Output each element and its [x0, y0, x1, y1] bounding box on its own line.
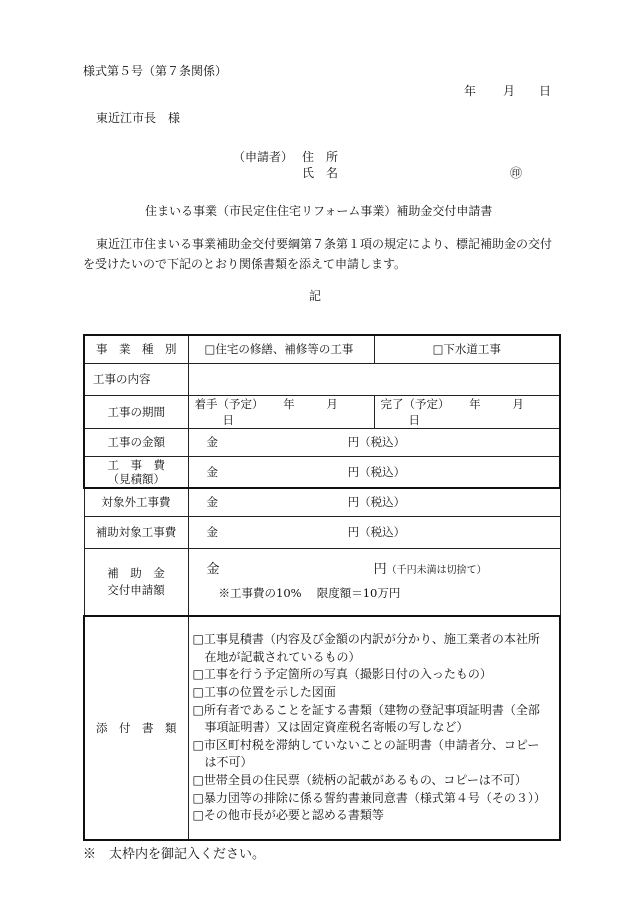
row-excluded	[84, 488, 560, 516]
amount-field[interactable]	[188, 428, 560, 456]
excluded-kin: 金	[206, 495, 218, 510]
estimate-label-line2: （見積額）	[107, 471, 165, 486]
application-form-table	[83, 334, 561, 841]
subsidy-field	[188, 548, 560, 616]
start-year: 年	[283, 396, 295, 411]
attachment-item-estimate-cont: 在地が記載されているもの）	[204, 649, 361, 664]
option-sewer-checkbox[interactable]: □下水道工事	[374, 335, 560, 363]
name-label: 氏 名	[302, 166, 339, 180]
attachments-label: 添 付 書 類	[84, 616, 188, 840]
attachment-item-ownership[interactable]: □所有者であることを証する書類（建物の登記事項証明書（全部	[192, 702, 540, 717]
attachment-item-tax-cont: は不可）	[204, 755, 253, 770]
row-content	[84, 363, 560, 395]
ki-heading: 記	[309, 289, 322, 303]
form-number: 様式第５号（第７条関係）	[83, 64, 228, 78]
attachments-list	[193, 625, 554, 831]
amount-label: 工事の金額	[84, 428, 188, 456]
excluded-field	[188, 488, 560, 516]
row-subsidy	[84, 548, 560, 616]
estimate-label-line1: 工 事 費	[107, 457, 165, 472]
subsidy-label	[84, 548, 188, 616]
option-house-repair-checkbox[interactable]: □住宅の修繕、補修等の工事	[188, 335, 374, 363]
date-month: 月	[503, 84, 516, 98]
period-start-field[interactable]	[188, 395, 374, 428]
attachment-item-other[interactable]: □その他市長が必要と認める書類等	[192, 808, 384, 823]
applicant-role: （申請者）	[233, 150, 294, 164]
content-label-text: 工事の内容	[93, 372, 151, 386]
excluded-yen: 円（税込）	[347, 495, 406, 510]
attachments-list-cell	[188, 616, 560, 840]
attachment-item-ownership-cont: 事項証明書）又は固定資産税名寄帳の写しなど）	[204, 720, 469, 735]
eligible-label: 補助対象工事費	[84, 516, 188, 548]
row-eligible	[84, 516, 560, 548]
amount-kin: 金	[206, 435, 218, 449]
start-label: 着手（予定）	[194, 396, 264, 411]
end-year: 年	[469, 396, 481, 411]
estimate-yen: 円（税込）	[347, 464, 406, 479]
attachment-item-estimate[interactable]: □工事見積書（内容及び金額の内訳が分かり、施工業者の本社所	[192, 632, 540, 647]
row-period	[84, 395, 560, 428]
row-amount	[84, 428, 560, 456]
row-attachments	[84, 616, 560, 840]
estimate-kin: 金	[206, 464, 218, 479]
amount-yen: 円（税込）	[347, 435, 406, 449]
end-month: 月	[512, 396, 524, 411]
subsidy-label-line1: 補 助 金	[107, 565, 165, 580]
estimate-label	[84, 456, 188, 488]
attachment-item-map[interactable]: □工事の位置を示した図面	[192, 685, 336, 700]
content-field[interactable]	[188, 363, 560, 395]
estimate-field[interactable]	[188, 456, 560, 488]
footer-note: ※ 太枠内を御記入ください。	[83, 847, 266, 862]
end-label: 完了（予定）	[380, 396, 450, 411]
eligible-yen: 円（税込）	[347, 525, 406, 539]
row-project-type	[84, 335, 560, 363]
seal-mark: ㊞	[510, 166, 523, 180]
attachment-item-photo[interactable]: □工事を行う予定箇所の写真（撮影日付の入ったもの）	[192, 667, 492, 682]
subsidy-amount-line	[207, 559, 554, 582]
addressee: 東近江市長 様	[96, 111, 181, 125]
excluded-label: 対象外工事費	[84, 488, 188, 516]
attachment-item-resident[interactable]: □世帯全員の住民票（続柄の記載があるもの、コピーは不可）	[192, 772, 527, 787]
date-day: 日	[539, 84, 552, 98]
document-title: 住まいる事業（市民定住住宅リフォーム事業）補助金交付申請書	[145, 204, 493, 218]
subsidy-yen: 円	[373, 562, 387, 578]
subsidy-label-line2: 交付申請額	[107, 582, 165, 597]
attachment-item-pledge[interactable]: □暴力団等の排除に係る誓約書兼同意書（様式第４号（その３））	[192, 790, 546, 805]
start-month: 月	[326, 396, 338, 411]
body-line-1: 東近江市住まいる事業補助金交付要綱第７条第１項の規定により、標記補助金の交付	[96, 237, 553, 251]
end-day: 日	[408, 412, 420, 427]
row-estimate	[84, 456, 560, 488]
subsidy-note: ※工事費の10% 限度額＝10万円	[218, 586, 401, 601]
subsidy-yen-note: （千円未満は切捨て）	[386, 565, 487, 577]
eligible-field	[188, 516, 560, 548]
period-label: 工事の期間	[84, 395, 188, 428]
date-year: 年	[464, 84, 477, 98]
address-label: 住 所	[302, 150, 339, 164]
start-day: 日	[222, 412, 234, 427]
body-line-2: を受けたいので下記のとおり関係書類を添えて申請します。	[83, 257, 407, 271]
subsidy-kin: 金	[206, 562, 220, 578]
period-end-field[interactable]	[374, 395, 560, 428]
project-type-label: 事 業 種 別	[84, 335, 188, 363]
attachment-item-tax[interactable]: □市区町村税を滞納していないことの証明書（申請者分、コピー	[192, 737, 540, 752]
content-label	[84, 363, 188, 395]
eligible-kin: 金	[206, 525, 218, 539]
